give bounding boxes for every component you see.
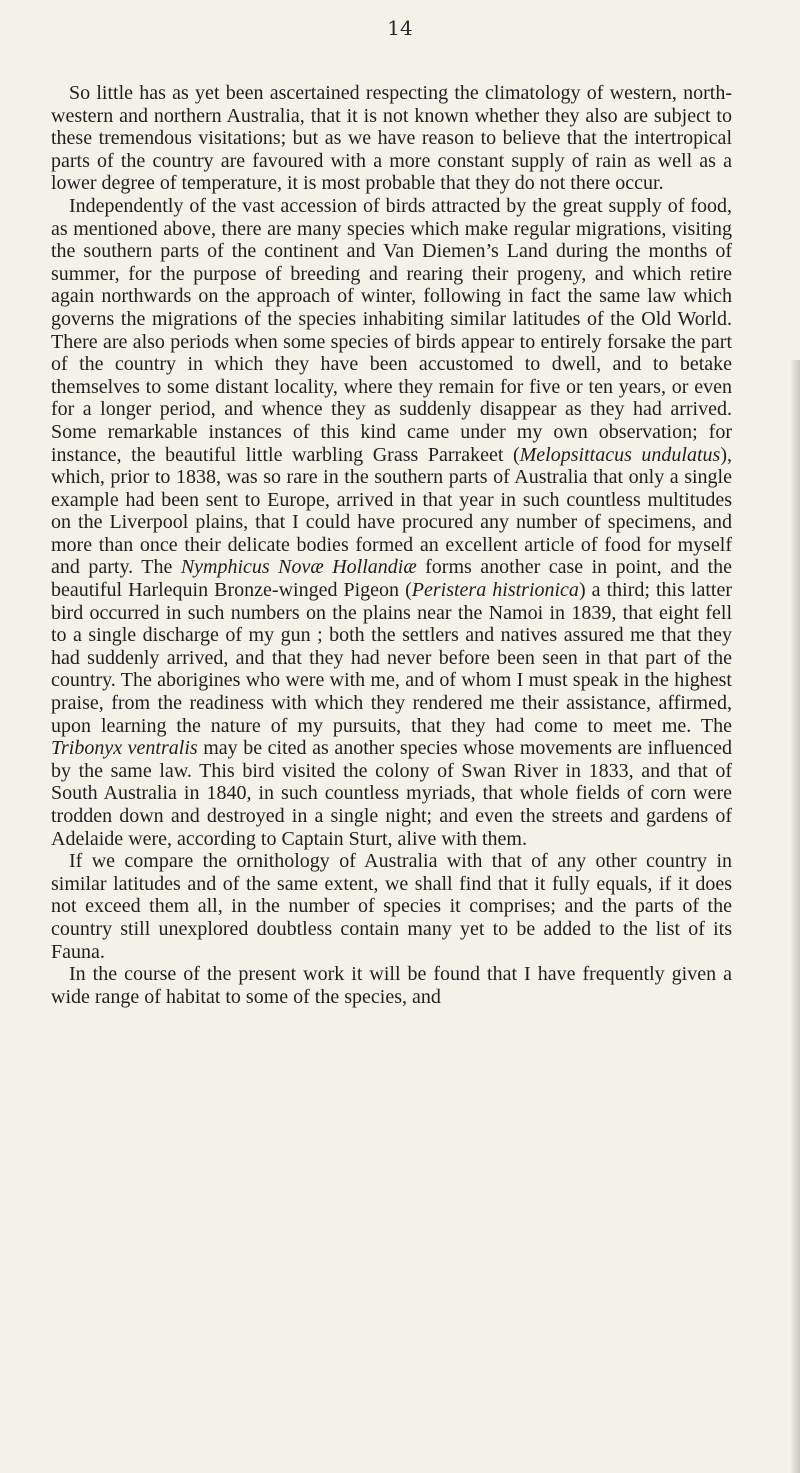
italic-taxon-name: Nymphicus Novæ Hollandiæ (180, 556, 417, 579)
text-run: forms another case in point, and the beautiful Harlequin Bronze-winged Pigeon ( (51, 556, 733, 602)
text-run: So little has as yet been ascertained respecting the climatology of western, north-western and northern Australia, that it is not known whether they also are subject to these tremendous visitations; but as we have reason to believe that the intertropical parts of the country are favoured with a more constant supply of rain as well as a lower degree of temperature, it is most probable that they do not there occur. (51, 82, 732, 195)
text-run: If we compare the ornithology of Australia with that of any other country in similar latitudes and of the same extent, we shall find that it fully equals, if it does not exceed them all, in the number of species it comprises; and the parts of the country still unexplored doubtless contain many yet to be added to the list of its Fauna. (51, 850, 732, 963)
page-number: 14 (387, 16, 413, 40)
italic-taxon-name: Peristera histrionica (411, 579, 579, 602)
italic-taxon-name: Tribonyx ventralis (51, 737, 198, 760)
paragraph (51, 850, 732, 963)
paragraph (51, 195, 732, 850)
italic-taxon-name: Melopsittacus undulatus (519, 443, 721, 466)
text-run: Independently of the vast accession of birds attracted by the great supply of food, as mentioned above, there are many species which make regular migrations, visiting the southern parts of the continent and Van Diemen’s Land during the months of summer, for the purpose of breeding and rearing their progeny, and which retire again northwards on the approach of winter, following in fact the same law which governs the migrations of the species inhabiting similar latitudes of the Old World. There are also periods when some species of birds appear to entirely forsake the part of the country in which they have been accustomed to dwell, and to betake themselves to some distant locality, where they remain for five or ten years, or even for a longer period, and whence they as suddenly disappear as they had arrived. Some remarkable instances of this kind came under my own observation; for instance, the beautiful little warbling Grass Parrakeet ( (51, 194, 732, 466)
text-run: may be cited as another species whose movements are influenced by the same law. This bird visited the colony of Swan River in 1833, and that of South Australia in 1840, in such countless myriads, that whole fields of corn were trodden down and destroyed in a single night; and even the streets and gardens of Adelaide were, according to Captain Sturt, alive with them. (51, 737, 732, 850)
paragraph (51, 963, 732, 1008)
body-text (51, 82, 732, 1008)
text-run: ) a third; this latter bird occurred in such numbers on the plains near the Namoi in 1839, that eight fell to a single discharge of my gun ; both the settlers and natives assured me that they had suddenly arrived, and that they had never before been seen in that part of the country. The aborigines who were with me, and of whom I must speak in the highest praise, from the readiness with which they rendered me their assistance, affirmed, upon learning the nature of my pursuits, that they had come to meet me. The (51, 579, 732, 737)
text-run: In the course of the present work it will be found that I have frequently given a wide range of habitat to some of the species, and (51, 963, 732, 1008)
page-edge-shadow (790, 360, 800, 1473)
paragraph (51, 82, 732, 195)
text-run: ), which, prior to 1838, was so rare in the southern parts of Australia that only a single example had been sent to Europe, arrived in that year in such countless multitudes on the Liverpool plains, that I could have procured any number of specimens, and more than once their delicate bodies formed an excellent article of food for myself and party. The (51, 443, 733, 579)
